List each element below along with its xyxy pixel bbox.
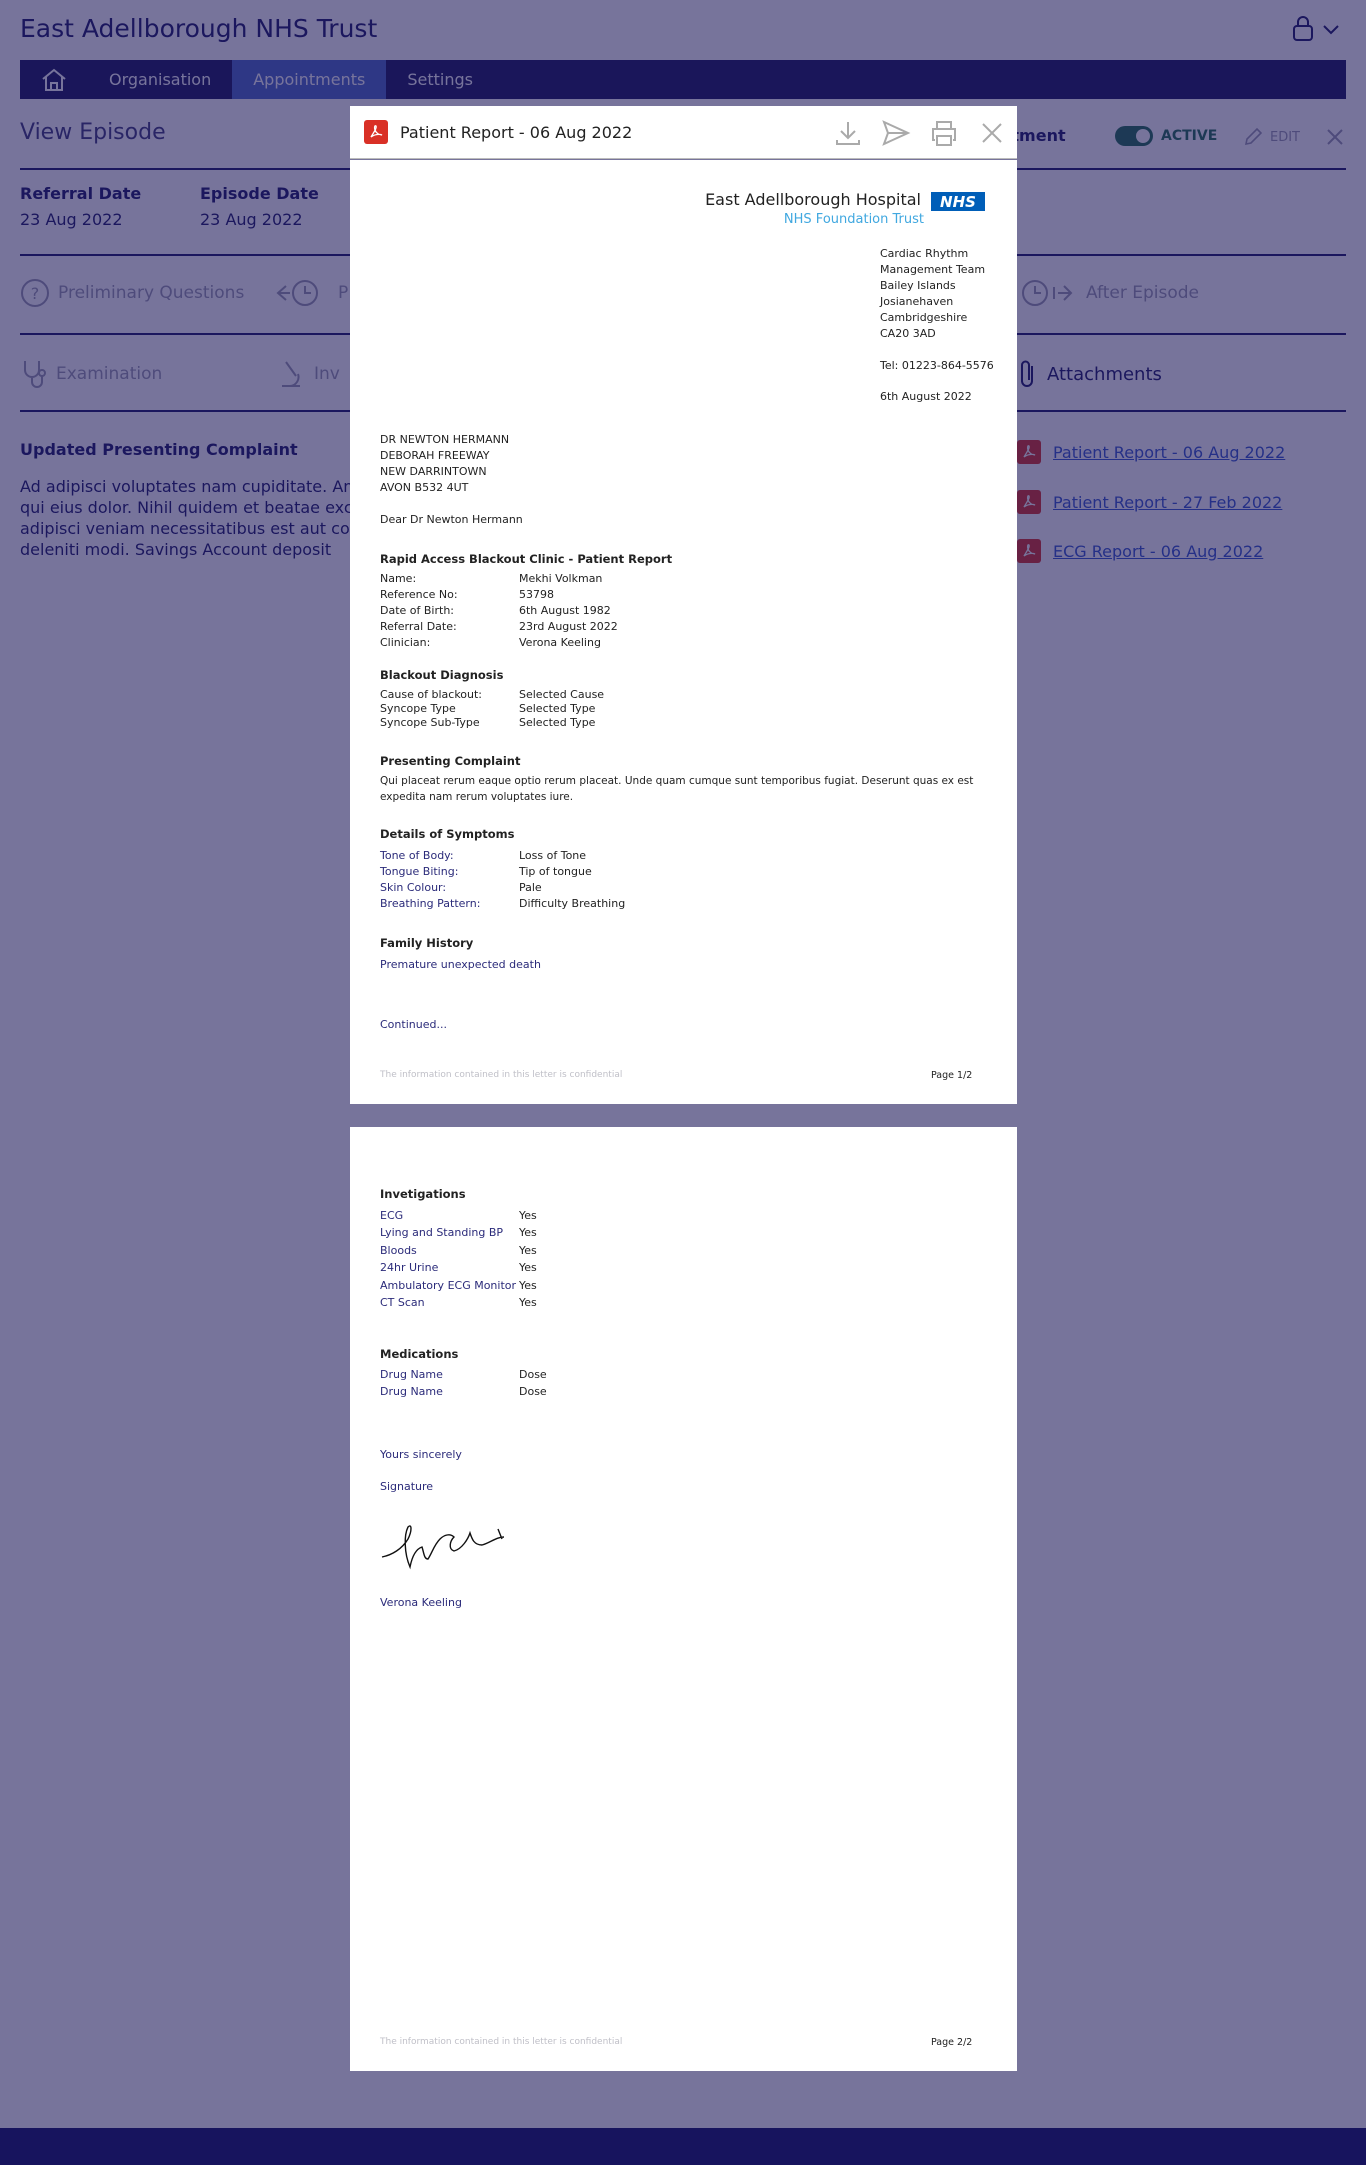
investigation-key: 24hr Urine [380,1261,439,1274]
print-icon[interactable] [929,118,959,148]
family-title: Family History [380,936,474,950]
investigation-value: Yes [519,1209,537,1222]
viewer-actions [833,118,1007,148]
closing: Yours sincerely [380,1448,462,1461]
viewer-title: Patient Report - 06 Aug 2022 [400,122,633,142]
patient-value: Verona Keeling [519,636,601,649]
download-icon[interactable] [833,118,863,148]
patient-key: Date of Birth: [380,604,455,617]
medications-title: Medications [380,1347,459,1361]
address-line: Josianehaven [880,295,954,308]
recipient-line: DR NEWTON HERMANN [380,433,510,446]
diagnosis-key: Syncope Type [380,702,456,715]
pdf-page-2 [350,1127,1017,2071]
medication-key: Drug Name [380,1385,443,1398]
patient-value: 53798 [519,588,554,601]
address-line: Cambridgeshire [880,311,968,324]
patient-value: 23rd August 2022 [519,620,618,633]
symptoms-title: Details of Symptoms [380,827,515,841]
investigation-value: Yes [519,1296,537,1309]
symptom-key: Breathing Pattern: [380,897,481,910]
pdf-viewer-header [350,106,1017,159]
patient-key: Referral Date: [380,620,457,633]
diagnosis-title: Blackout Diagnosis [380,668,504,682]
confidential-note: The information contained in this letter is confidential [380,2037,623,2047]
send-icon[interactable] [881,118,911,148]
diagnosis-key: Cause of blackout: [380,688,483,701]
signatory-name: Verona Keeling [380,1596,462,1609]
symptom-value: Tip of tongue [519,865,592,878]
diagnosis-value: Selected Type [519,702,596,715]
recipient-line: NEW DARRINTOWN [380,465,487,478]
complaint-line: Qui placeat rerum eaque optio rerum placeat. Unde quam cumque sunt temporibus fugiat. Deserunt quas ex est [380,775,974,787]
pdf-page-1 [350,160,1017,1104]
address-line: Cardiac Rhythm [880,247,969,260]
investigation-key: Bloods [380,1244,417,1257]
patient-key: Name: [380,572,417,585]
patient-key: Reference No: [380,588,458,601]
diagnosis-key: Syncope Sub-Type [380,716,480,729]
close-icon[interactable] [977,118,1007,148]
patient-value: 6th August 1982 [519,604,611,617]
nhs-logo: NHS [931,192,985,211]
complaint-title: Presenting Complaint [380,754,521,768]
page-number: Page 1/2 [931,1070,973,1081]
footer-bar [0,2128,1366,2165]
signature-label: Signature [380,1480,434,1493]
investigations-title: Invetigations [380,1187,466,1201]
address-line: Management Team [880,263,986,276]
letter-date: 6th August 2022 [880,390,972,403]
investigation-key: ECG [380,1209,404,1222]
recipient-line: AVON B532 4UT [380,481,469,494]
family-history: Premature unexpected death [380,958,541,971]
handwritten-signature [378,1509,518,1579]
symptom-key: Tongue Biting: [380,865,459,878]
foundation-trust: NHS Foundation Trust [783,212,924,227]
patient-key: Clinician: [380,636,431,649]
address-line: CA20 3AD [880,327,936,340]
symptom-key: Tone of Body: [380,849,454,862]
investigation-value: Yes [519,1261,537,1274]
hospital-name: East Adellborough Hospital [705,190,921,209]
symptom-value: Loss of Tone [519,849,587,862]
investigation-value: Yes [519,1226,537,1239]
diagnosis-value: Selected Type [519,716,596,729]
medication-key: Drug Name [380,1368,443,1381]
salutation: Dear Dr Newton Hermann [380,513,523,526]
investigation-key: Lying and Standing BP [380,1226,504,1239]
patient-value: Mekhi Volkman [519,572,603,585]
hospital-tel: Tel: 01223-864-5576 [880,359,994,372]
pdf-icon [364,120,388,144]
investigation-key: Ambulatory ECG Monitor [380,1279,517,1292]
page-number: Page 2/2 [931,2037,973,2048]
investigation-value: Yes [519,1279,537,1292]
investigation-value: Yes [519,1244,537,1257]
symptom-value: Difficulty Breathing [519,897,626,910]
clinic-title: Rapid Access Blackout Clinic - Patient Report [380,552,673,566]
complaint-line: expedita nam rerum voluptates iure. [380,791,574,803]
confidential-note: The information contained in this letter is confidential [380,1070,623,1080]
address-line: Bailey Islands [880,279,956,292]
medication-value: Dose [519,1368,547,1381]
recipient-line: DEBORAH FREEWAY [380,449,490,462]
diagnosis-value: Selected Cause [519,688,605,701]
continued-label: Continued... [380,1018,447,1031]
symptom-key: Skin Colour: [380,881,447,894]
investigation-key: CT Scan [380,1296,425,1309]
medication-value: Dose [519,1385,547,1398]
symptom-value: Pale [519,881,542,894]
